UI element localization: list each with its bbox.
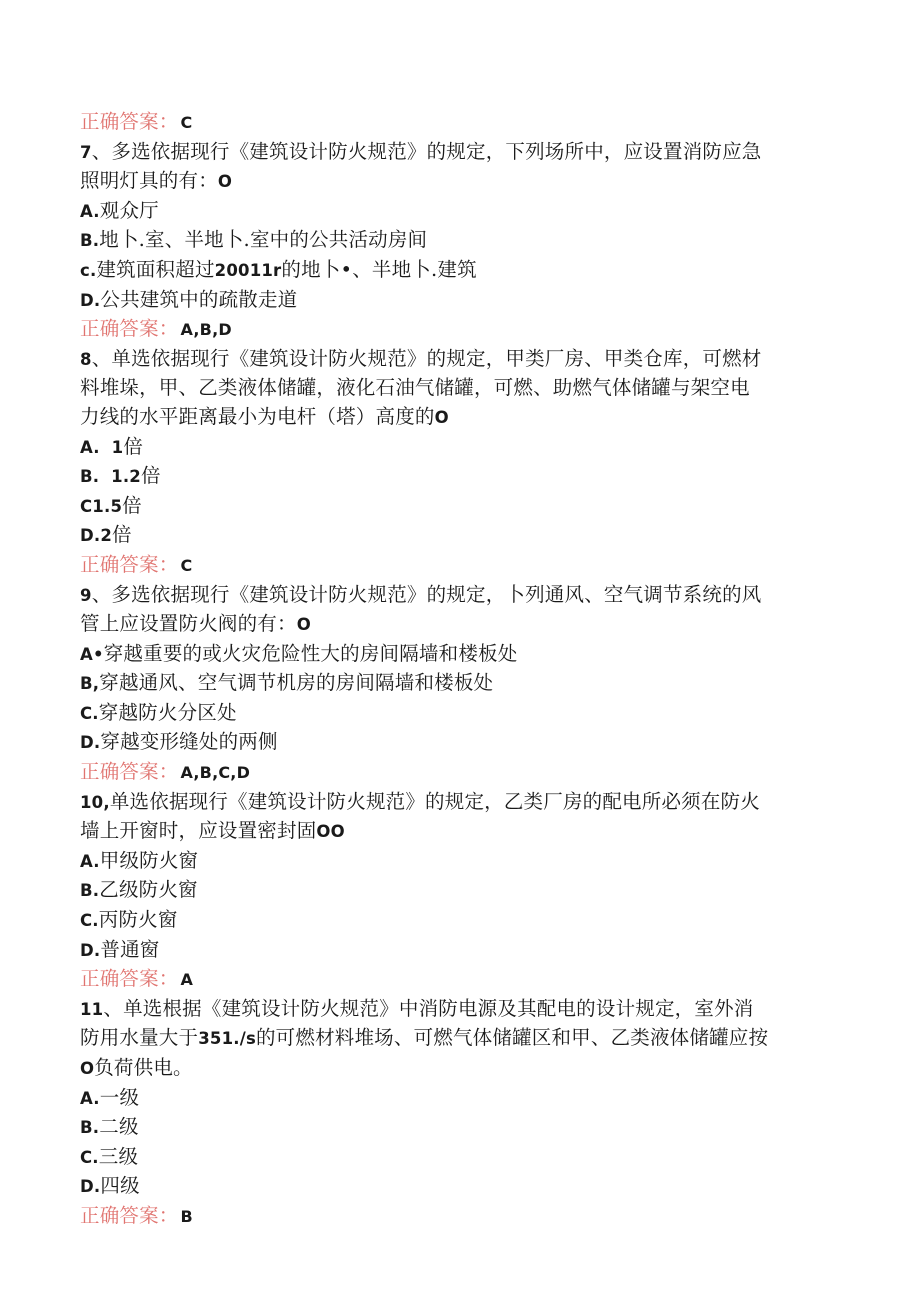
answer-label: 正确答案： (80, 110, 179, 133)
answer-line (80, 551, 840, 581)
question-number: 11 (80, 999, 104, 1019)
option-text: 甲级防火窗 (99, 848, 199, 872)
option-line (80, 936, 840, 966)
question-number: 351./s (198, 1029, 256, 1049)
question-line (80, 788, 840, 818)
option-letter: B. (80, 881, 100, 901)
question-line (80, 610, 840, 640)
option-text: 穿越通风、空气调节机房的房间隔墙和楼板处 (99, 671, 494, 695)
question-text: 的可燃材料堆场、可燃气体储罐区和甲、乙类液体储罐应按 (255, 1026, 769, 1050)
option-text: 观众厅 (99, 198, 159, 222)
question-text: 力线的水平距离最小为电杆（塔）高度的 (80, 404, 435, 428)
document-page (80, 108, 840, 1232)
question-text: 、多选依据现行《建筑设计防火规范》的规定，下列场所中，应设置消防应急 (91, 139, 762, 163)
option-text: 倍 (122, 493, 142, 517)
option-letter: A. (80, 851, 100, 871)
question-text: 、单选根据《建筑设计防火规范》中消防电源及其配电的设计规定，室外消 (103, 996, 754, 1020)
answer-label: 正确答案： (80, 760, 179, 784)
answer-line (80, 758, 840, 788)
answer-value: B (180, 1206, 193, 1226)
question-text: 管上应设置防火阀的有： (80, 612, 297, 636)
question-line (80, 345, 840, 375)
option-line (80, 433, 840, 463)
option-text: 建筑面积超过 (96, 257, 215, 281)
option-text: 四级 (100, 1174, 140, 1198)
question-line (80, 403, 840, 433)
option-letter: D. (80, 733, 101, 753)
option-number: 20011r (214, 260, 282, 280)
option-line (80, 256, 840, 286)
option-letter: c. (80, 260, 97, 280)
option-line (80, 1143, 840, 1173)
option-letter: D. (80, 290, 101, 310)
question-line (80, 581, 840, 611)
question-blank: O (296, 615, 311, 635)
option-letter: A• (80, 644, 104, 664)
option-text: 倍 (112, 523, 132, 547)
option-line (80, 669, 840, 699)
option-letter: C. (80, 1147, 99, 1167)
option-line (80, 906, 840, 936)
question-line (80, 138, 840, 168)
option-text: 丙防火窗 (98, 908, 178, 932)
question-number: 7 (80, 142, 92, 162)
option-line (80, 1172, 840, 1202)
option-letter: B, (80, 674, 100, 694)
answer-label: 正确答案： (80, 967, 179, 991)
option-line (80, 462, 840, 492)
question-number: 10, (80, 792, 110, 812)
option-line (80, 197, 840, 227)
question-text: 单选依据现行《建筑设计防火规范》的规定，乙类厂房的配电所必须在防火 (109, 789, 760, 813)
option-line (80, 728, 840, 758)
option-letter: A. (80, 1088, 100, 1108)
option-text: 普通窗 (100, 937, 160, 961)
option-letter: D. (80, 940, 101, 960)
question-blank: O (80, 1059, 95, 1078)
question-number: 9 (80, 585, 92, 605)
option-letter: D. (80, 1177, 101, 1197)
option-line (80, 847, 840, 877)
question-line (80, 167, 840, 197)
answer-label: 正确答案： (80, 1203, 179, 1227)
option-line (80, 521, 840, 551)
option-letter: C1.5 (80, 496, 123, 516)
question-text: 照明灯具的有： (80, 169, 218, 193)
option-line (80, 640, 840, 670)
option-text: 穿越防火分区处 (98, 700, 237, 724)
option-line (80, 1113, 840, 1143)
question-line (80, 995, 840, 1025)
question-text: 负荷供电。 (94, 1056, 193, 1079)
question-line (80, 1024, 840, 1054)
option-line (80, 1084, 840, 1114)
question-line (80, 1054, 840, 1084)
option-text: 一级 (99, 1085, 140, 1109)
option-text: 乙级防火窗 (99, 878, 198, 902)
option-letter: B. 1.2 (80, 467, 141, 487)
answer-line (80, 1202, 840, 1232)
question-line (80, 374, 840, 403)
answer-line (80, 965, 840, 995)
option-letter: C. (80, 703, 99, 723)
option-line (80, 226, 840, 256)
question-text: 防用水量大于 (80, 1026, 199, 1050)
answer-line (80, 108, 840, 138)
question-text: 料堆垛，甲、乙类液体储罐，液化石油气储罐，可燃、助燃气体储罐与架空电 (80, 376, 750, 400)
question-blank: OO (316, 822, 345, 842)
option-text: 倍 (140, 464, 161, 488)
answer-line (80, 315, 840, 345)
question-text: 、单选依据现行《建筑设计防火规范》的规定，甲类厂房、甲类仓库，可燃材 (91, 346, 762, 370)
option-letter: A. 1 (80, 437, 124, 457)
option-letter: C. (80, 911, 99, 931)
answer-label: 正确答案： (80, 552, 179, 576)
answer-value: A (180, 970, 194, 990)
option-letter: D.2 (80, 526, 113, 546)
option-text: 地卜.室、半地卜.室中的公共活动房间 (99, 228, 428, 252)
option-text: 公共建筑中的疏散走道 (100, 287, 298, 311)
question-blank: O (434, 407, 449, 427)
option-letter: B. (80, 1118, 100, 1138)
option-line (80, 286, 840, 316)
option-text: 倍 (123, 434, 144, 458)
option-line (80, 492, 840, 522)
answer-value: A,B,C,D (180, 763, 251, 783)
option-letter: B. (80, 231, 100, 251)
answer-value: C (180, 113, 193, 132)
option-text: 三级 (98, 1144, 139, 1168)
question-number: 8 (80, 349, 92, 369)
option-text: 穿越重要的或火灾危险性大的房间隔墙和楼板处 (103, 641, 518, 665)
answer-value: A,B,D (180, 320, 232, 340)
option-line (80, 699, 840, 729)
question-blank: O (217, 172, 233, 192)
option-text: 二级 (99, 1115, 139, 1139)
option-text: 穿越变形缝处的两侧 (100, 730, 278, 754)
question-text: 、多选依据现行《建筑设计防火规范》的规定，卜列通风、空气调节系统的风 (91, 582, 762, 606)
question-text: 墙上开窗时，应设置密封固 (80, 819, 317, 843)
answer-value: C (180, 555, 193, 575)
answer-label: 正确答案： (80, 317, 179, 341)
option-letter: A. (80, 201, 100, 221)
question-line (80, 817, 840, 847)
option-text: 的地卜•、半地卜.建筑 (281, 257, 477, 281)
option-line (80, 876, 840, 906)
